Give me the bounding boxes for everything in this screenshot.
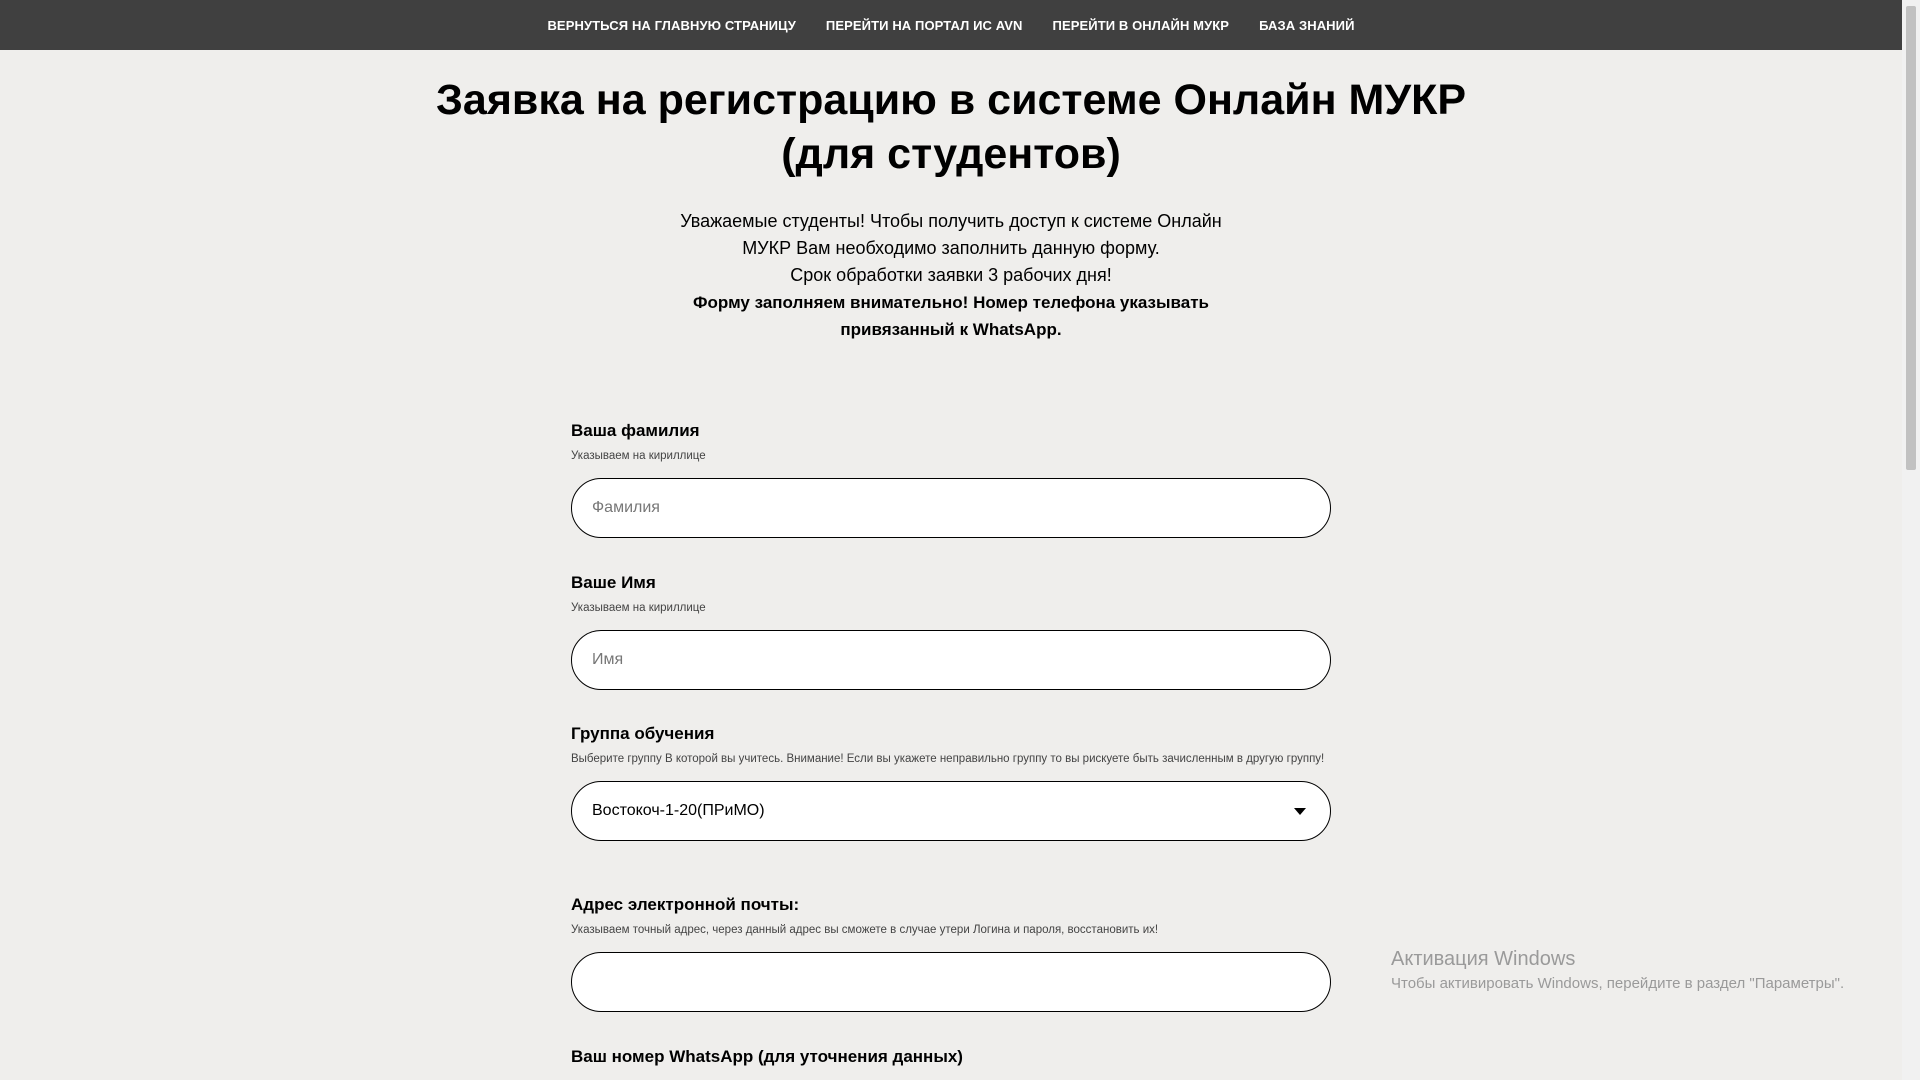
nav-link-avn-portal[interactable]: ПЕРЕЙТИ НА ПОРТАЛ ИС AVN [825,17,1023,33]
name-label: Ваше Имя [571,573,656,592]
vertical-scrollbar[interactable] [1902,0,1920,1080]
intro-line-3: Срок обработки заявки 3 рабочих дня! [790,265,1112,285]
watermark-title: Активация Windows [1391,948,1576,970]
name-input[interactable] [571,630,1331,690]
watermark-subtitle: Чтобы активировать Windows, перейдите в раздел "Параметры". [1391,975,1845,992]
nav-link-online-mukr[interactable]: ПЕРЕЙТИ В ОНЛАЙН МУКР [1052,17,1230,33]
surname-label: Ваша фамилия [571,421,700,440]
intro-warning-line-1: Форму заполняем внимательно! Номер телефона указывать [693,293,1209,312]
email-hint: Указываем точный адрес, через данный адрес вы сможете в случае утери Логина и пароля, восстановить их! [571,924,1159,936]
surname-input[interactable] [571,478,1331,538]
group-hint: Выберите группу В которой вы учитесь. Внимание! Если вы укажете неправильно группу то вы рискуете быть зачисленным в другую группу! [571,753,1325,765]
intro-line-2: МУКР Вам необходимо заполнить данную форму. [742,238,1160,258]
email-field-group [571,894,1331,1012]
chevron-down-icon [1294,808,1306,815]
intro-warning-line-2: привязанный к WhatsApp. [840,320,1062,339]
windows-activation-watermark [1391,946,1844,994]
top-navigation [0,0,1902,50]
intro-text [0,208,1902,343]
scrollbar-thumb[interactable] [1906,6,1916,470]
name-field-group [571,572,1331,690]
email-input[interactable] [571,952,1331,1012]
nav-link-home[interactable]: ВЕРНУТЬСЯ НА ГЛАВНУЮ СТРАНИЦУ [547,17,796,33]
whatsapp-field-group [571,1046,1331,1068]
name-hint: Указываем на кириллице [571,602,706,614]
whatsapp-label: Ваш номер WhatsApp (для уточнения данных) [571,1047,963,1066]
surname-hint: Указываем на кириллице [571,450,706,462]
page-title-line2: (для студентов) [781,130,1121,178]
group-label: Группа обучения [571,724,715,743]
nav-link-knowledge-base[interactable]: БАЗА ЗНАНИЙ [1259,17,1355,33]
page-title [0,73,1902,181]
email-label: Адрес электронной почты: [571,895,800,914]
surname-field-group [571,420,1331,538]
page-title-line1: Заявка на регистрацию в системе Онлайн МУКР [435,76,1467,124]
intro-line-1: Уважаемые студенты! Чтобы получить доступ к системе Онлайн [680,211,1222,231]
group-select-value: Востокоч-1-20(ПРиМО) [592,802,765,819]
group-select[interactable] [571,781,1331,841]
group-field-group [571,723,1331,841]
